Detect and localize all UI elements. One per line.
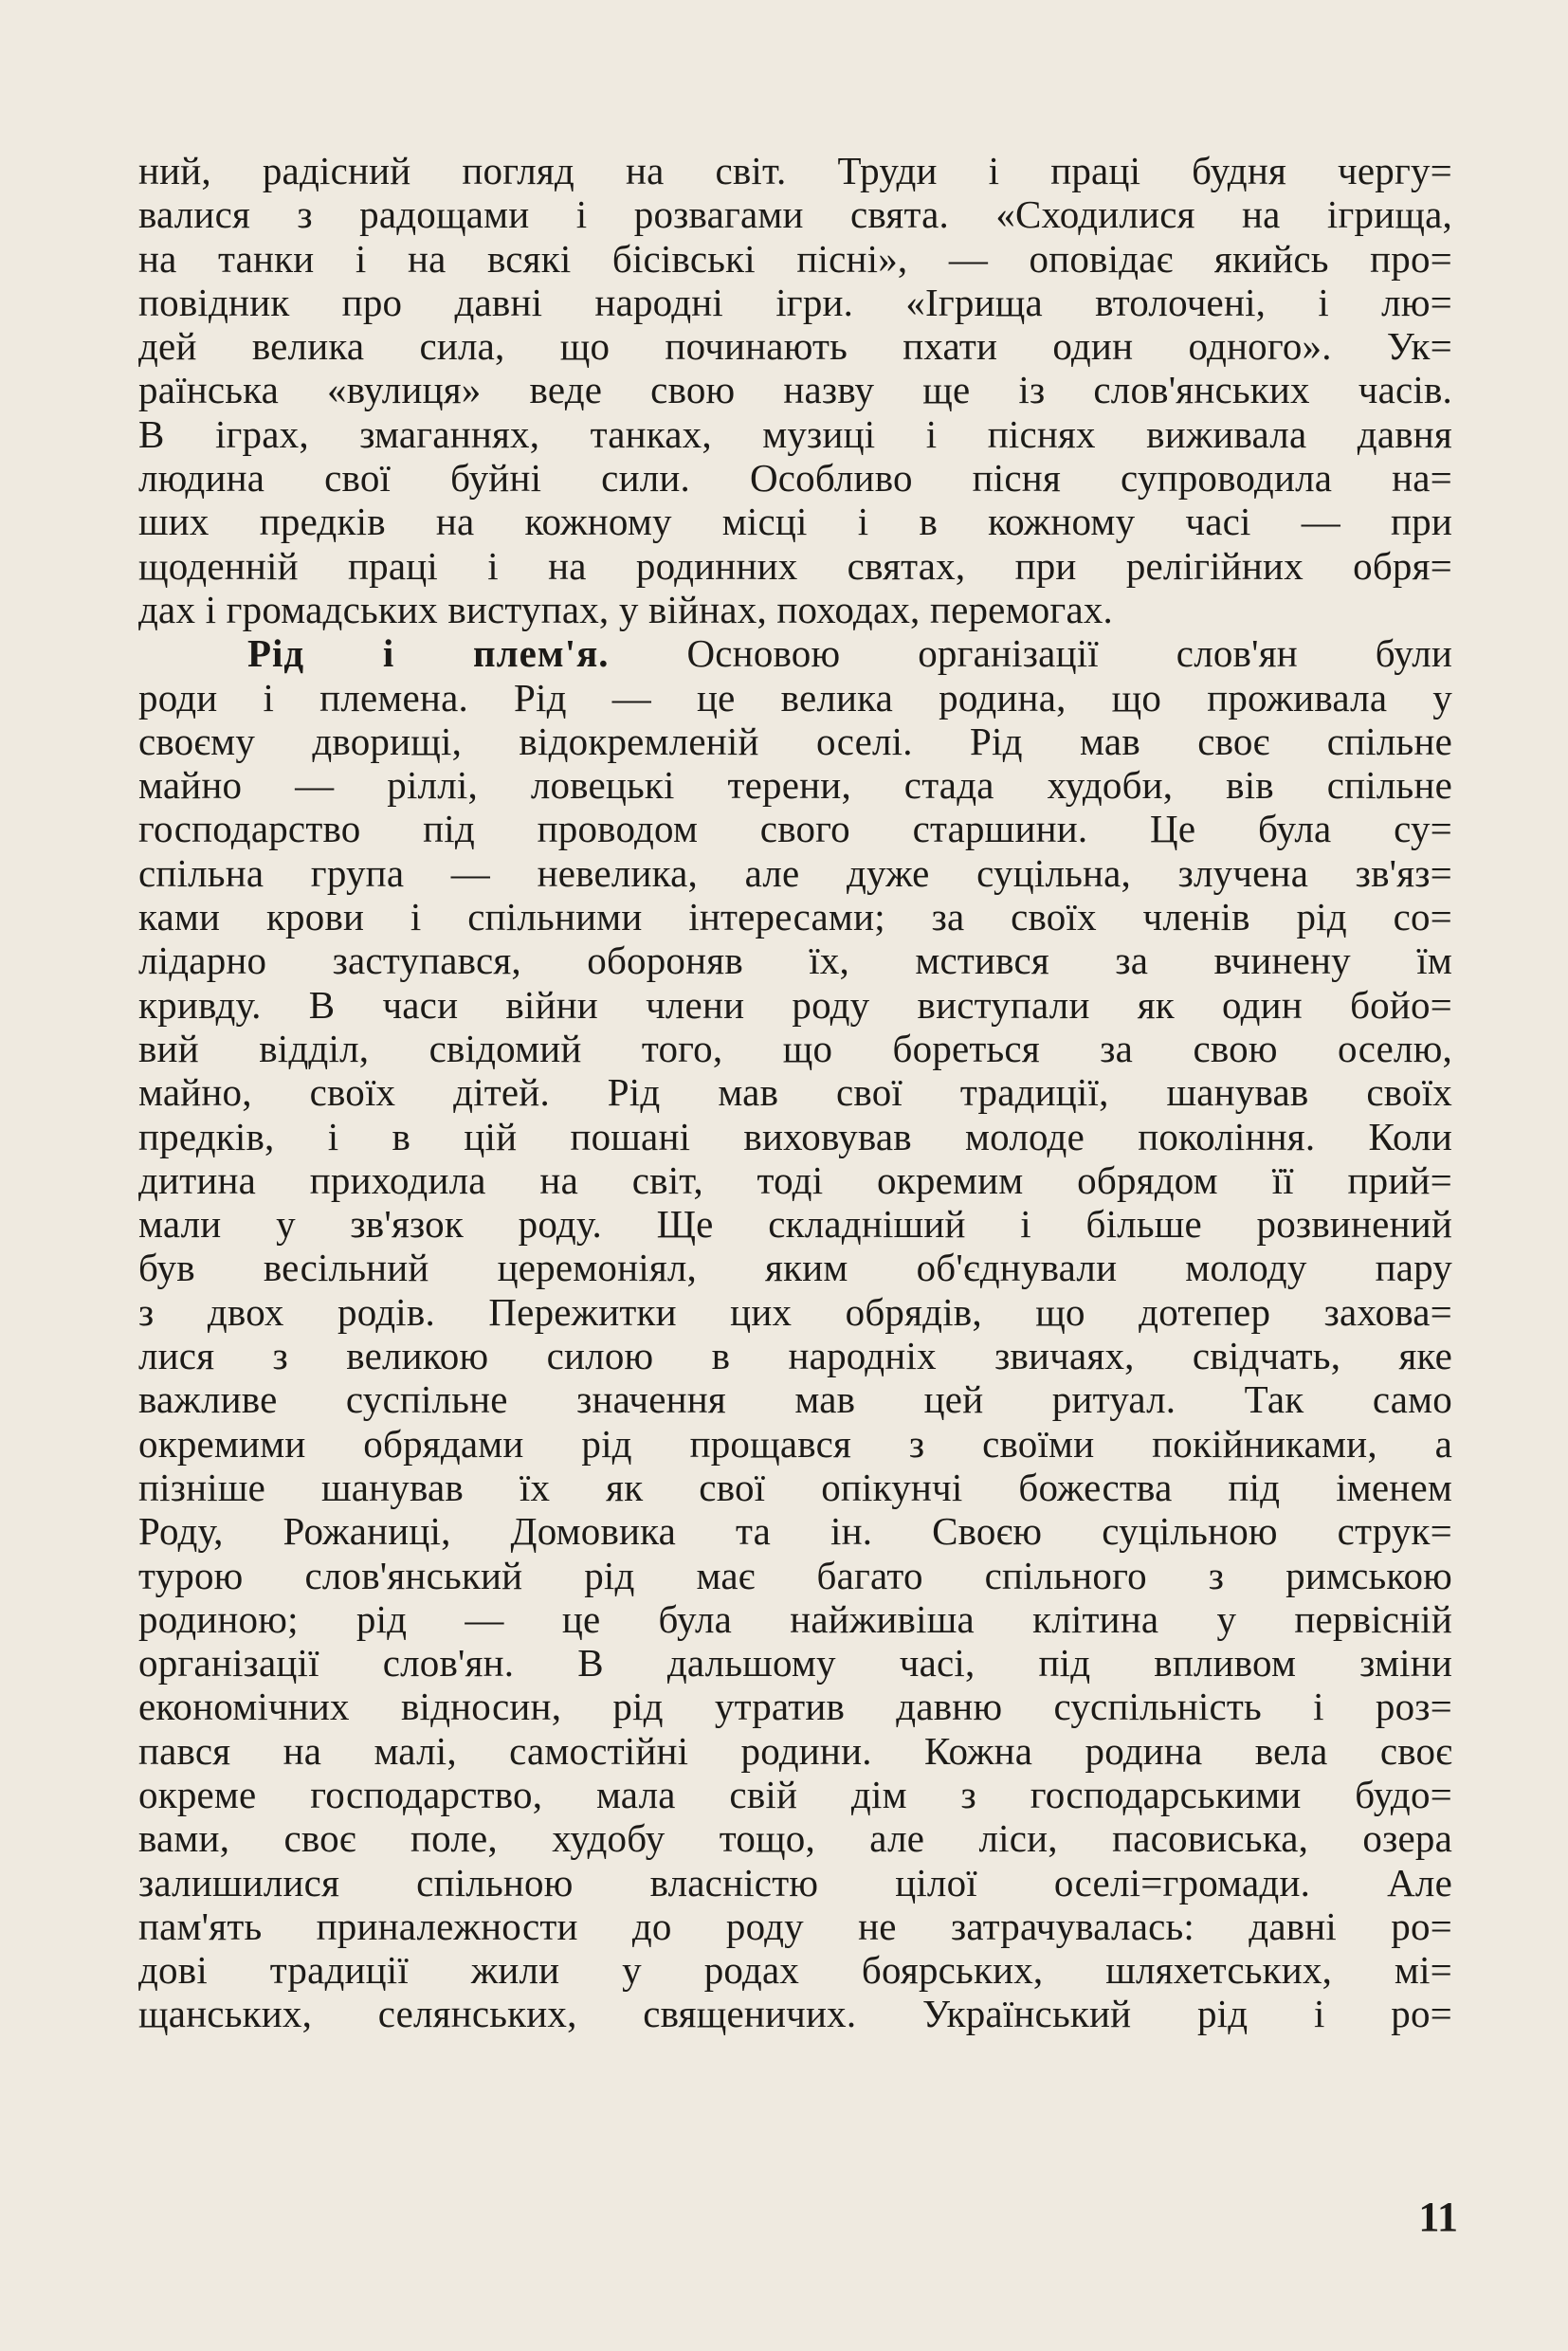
text-line: раїнська «вулиця» веде свою назву ще із слов'янських часів. (138, 368, 1452, 412)
text-line: дах і громадських виступах, у війнах, походах, перемогах. (138, 587, 1113, 631)
text-line: Роду, Рожаниці, Домовика та ін. Своєю суцільною струк= (138, 1509, 1452, 1554)
section-heading: Рід і плем'я. (247, 631, 610, 676)
text-run: Основою організації слов'ян були (609, 631, 1453, 676)
text-line: був весільний церемоніял, яким об'єднували молоду пару (138, 1246, 1452, 1290)
text-line: дей велика сила, що починають пхати один одного». Ук= (138, 324, 1452, 369)
text-line: мали у зв'язок роду. Ще складніший і більше розвинений (138, 1202, 1452, 1247)
text-line: В іграх, змаганнях, танках, музиці і піснях виживала давня (138, 411, 1452, 456)
text-line: предків, і в цій пошані виховував молоде покоління. Коли (138, 1114, 1452, 1158)
text-line: окреме господарство, мала свій дім з господарськими будо= (138, 1772, 1452, 1816)
text-line: вами, своє поле, худобу тощо, але ліси, пасовиська, озера (138, 1816, 1452, 1861)
text-line: повідник про давні народні ігри. «Ігрища втолочені, і лю= (138, 280, 1452, 324)
text-line: вий відділ, свідомий того, що бореться за свою оселю, (138, 1026, 1452, 1070)
text-line: пам'ять приналежности до роду не затрачувалась: давні ро= (138, 1904, 1452, 1948)
page-number: 11 (1418, 2194, 1458, 2240)
text-line: кривду. В часи війни члени роду виступали як один бойо= (138, 982, 1452, 1027)
text-line: окремими обрядами рід прощався з своїми покійниками, а (138, 1421, 1452, 1466)
text-line: турою слов'янський рід має багато спільного з римською (138, 1553, 1452, 1597)
text-line: лися з великою силою в народніх звичаях, свідчать, яке (138, 1334, 1452, 1378)
text-line: пався на малі, самостійні родини. Кожна родина вела своє (138, 1728, 1452, 1773)
text-line: на танки і на всякі бісівські пісні», — оповідає якийсь про= (138, 236, 1452, 281)
text-line: пізніше шанував їх як свої опікунчі божества під іменем (138, 1465, 1452, 1509)
text-line: ний, радісний погляд на світ. Труди і праці будня чергу= (138, 149, 1452, 192)
text-line: спільна група — невелика, але дуже суцільна, злучена зв'яз= (138, 850, 1452, 895)
text-line: дові традиції жили у родах боярських, шляхетських, мі= (138, 1948, 1452, 1993)
text-line: економічних відносин, рід утратив давню суспільність і роз= (138, 1685, 1452, 1729)
text-line: майно, своїх дітей. Рід мав свої традиції, шанував своїх (138, 1070, 1452, 1115)
text-line: лідарно заступався, обороняв їх, мстився за вчинену їм (138, 939, 1452, 983)
text-line: ших предків на кожному місці і в кожному часі — при (138, 500, 1452, 544)
text-line: валися з радощами і розвагами свята. «Сходилися на ігрища, (138, 192, 1452, 237)
text-line: щоденній праці і на родинних святах, при релігійних обря= (138, 543, 1452, 588)
text-line: людина свої буйні сили. Особливо пісня супроводила на= (138, 456, 1452, 501)
text-line: майно — ріллі, ловецькі терени, стада худоби, вів спільне (138, 763, 1452, 808)
text-line: родиною; рід — це була найживіша клітина у первісній (138, 1596, 1452, 1641)
paragraph-first-line (138, 631, 1452, 675)
text-line: дитина приходила на світ, тоді окремим обрядом її прий= (138, 1157, 1452, 1202)
text-line: господарство під проводом свого старшини. Це була су= (138, 807, 1452, 851)
text-line: важливе суспільне значення мав цей ритуал. Так само (138, 1377, 1452, 1422)
text-line: організації слов'ян. В дальшому часі, під впливом зміни (138, 1641, 1452, 1686)
paragraph-rid-i-plemia (138, 631, 1452, 2036)
text-line: ками крови і спільними інтересами; за своїх членів рід со= (138, 895, 1452, 939)
paragraph-continuation (138, 149, 1452, 631)
text-line: своєму дворищі, відокремленій оселі. Рід мав своє спільне (138, 719, 1452, 763)
text-line: залишилися спільною власністю цілої оселі=громади. Але (138, 1860, 1452, 1904)
body-text (138, 149, 1452, 2036)
text-line: з двох родів. Пережитки цих обрядів, що дотепер захова= (138, 1289, 1452, 1334)
text-line: роди і племена. Рід — це велика родина, що проживала у (138, 675, 1452, 720)
text-line: щанських, селянських, священичих. Український рід і ро= (138, 1992, 1452, 2036)
